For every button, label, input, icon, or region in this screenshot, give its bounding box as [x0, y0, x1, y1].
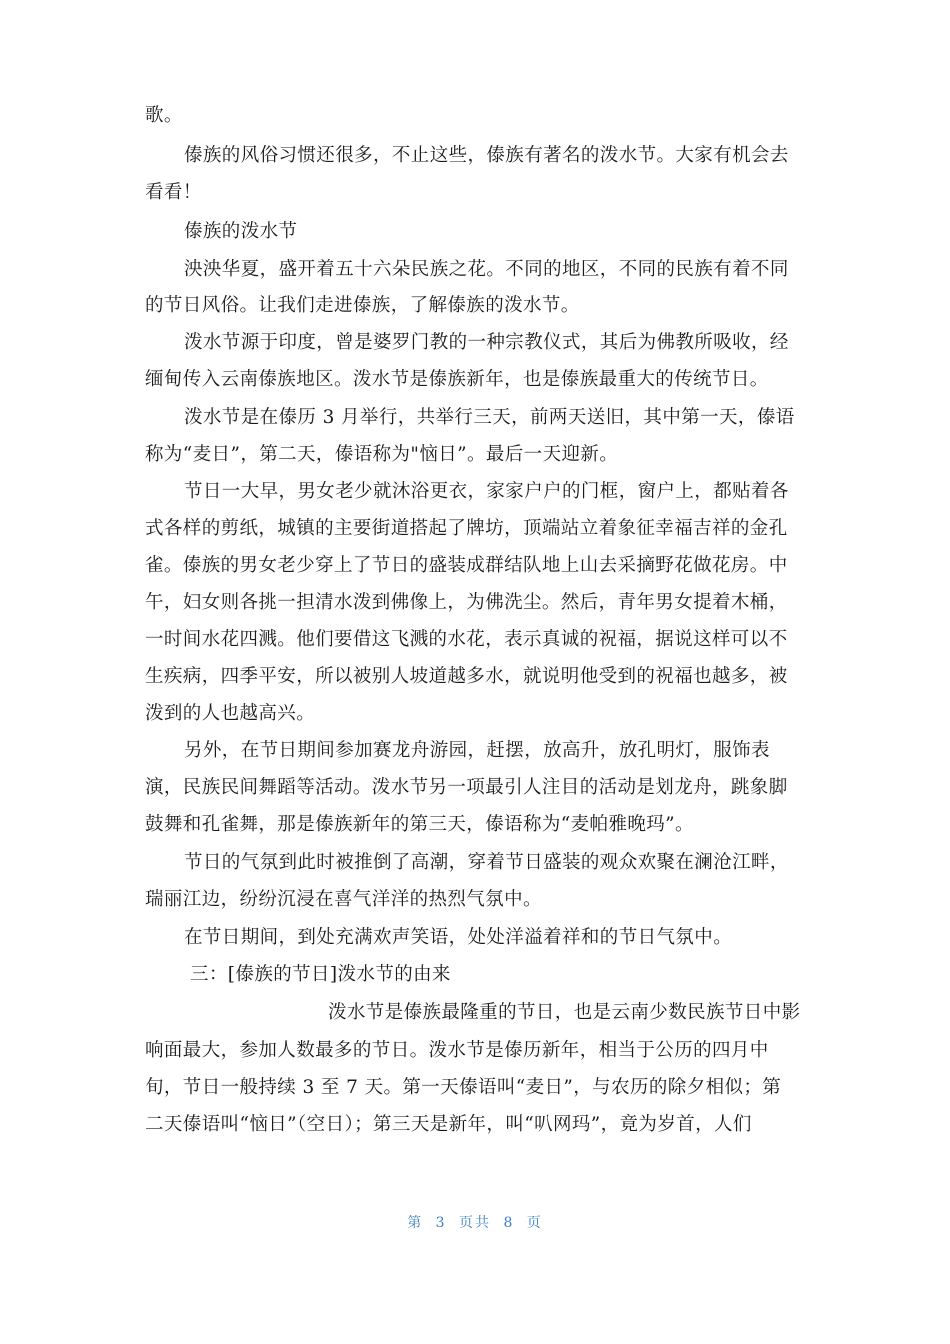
section-heading-three: 三：[傣族的节日]泼水节的由来	[190, 964, 451, 985]
text-line-3: 看看！	[145, 182, 202, 203]
text-line-23: 在节日期间，到处充满欢声笑语，处处洋溢着祥和的节日气氛中。	[184, 927, 733, 948]
text-line-10: 称为“麦日”，第二天，傣语称为"恼日”。最后一天迎新。	[145, 444, 619, 465]
text-line-6: 的节日风俗。让我们走进傣族，了解傣族的泼水节。	[145, 295, 580, 316]
text-line-13: 雀。傣族的男女老少穿上了节日的盛装成群结队地上山去采摘野花做花房。中	[145, 555, 788, 576]
text-line-5: 泱泱华夏，盛开着五十六朵民族之花。不同的地区，不同的民族有着不同	[184, 259, 789, 280]
text-line-28: 二天傣语叫“恼日”（空日）；第三天是新年，叫“叭网玛”，竟为岁首，人们	[145, 1114, 752, 1135]
text-line-17: 泼到的人也越高兴。	[145, 703, 316, 724]
text-line-7: 泼水节源于印度，曾是婆罗门教的一种宗教仪式，其后为佛教所吸收，经	[184, 332, 789, 353]
text-line-20: 鼓舞和孔雀舞，那是傣族新年的第三天，傣语称为“麦帕雅晚玛”。	[145, 814, 694, 835]
text-line-9: 泼水节是在傣历 3 月举行，共举行三天，前两天送旧，其中第一天，傣语	[184, 407, 795, 428]
section-heading: 傣族的泼水节	[184, 221, 298, 242]
text-line-26: 响面最大，参加人数最多的节日。泼水节是傣历新年，相当于公历的四月中	[145, 1040, 769, 1061]
text-line-25: 泼水节是傣族最隆重的节日，也是云南少数民族节日中影	[328, 1002, 801, 1023]
text-line-8: 缅甸传入云南傣族地区。泼水节是傣族新年，也是傣族最重大的传统节日。	[145, 369, 769, 390]
text-line-15: 一时间水花四溅。他们要借这飞溅的水花，表示真诚的祝福，据说这样可以不	[145, 629, 788, 650]
text-line-19: 演，民族民间舞蹈等活动。泼水节另一项最引人注目的活动是划龙舟，跳象脚	[145, 777, 788, 798]
text-line-11: 节日一大早，男女老少就沐浴更衣，家家户户的门框，窗户上，都贴着各	[184, 481, 789, 502]
text-line-1: 歌。	[145, 105, 183, 126]
text-line-14: 午，妇女则各挑一担清水泼到佛像上，为佛洗尘。然后，青年男女提着木桶，	[145, 592, 788, 613]
text-line-2: 傣族的风俗习惯还很多，不止这些，傣族有著名的泼水节。大家有机会去	[184, 145, 789, 166]
text-line-22: 瑞丽江边，纷纷沉浸在喜气洋洋的热烈气氛中。	[145, 889, 542, 910]
text-line-12: 式各样的剪纸，城镇的主要街道搭起了牌坊，顶端站立着象征幸福吉祥的金孔	[145, 518, 788, 539]
text-line-27: 旬，节日一般持续 3 至 7 天。第一天傣语叫“麦日”，与农历的除夕相似；第	[145, 1077, 782, 1098]
text-line-18: 另外，在节日期间参加赛龙舟游园，赶摆，放高升，放孔明灯，服饰表	[184, 740, 770, 761]
text-line-21: 节日的气氛到此时被推倒了高潮，穿着节日盛装的观众欢聚在澜沧江畔，	[184, 852, 789, 873]
page-number-footer: 第 3 页共 8 页	[407, 1215, 543, 1231]
text-line-16: 生疾病，四季平安，所以被别人坡道越多水，就说明他受到的祝福也越多，被	[145, 666, 788, 687]
